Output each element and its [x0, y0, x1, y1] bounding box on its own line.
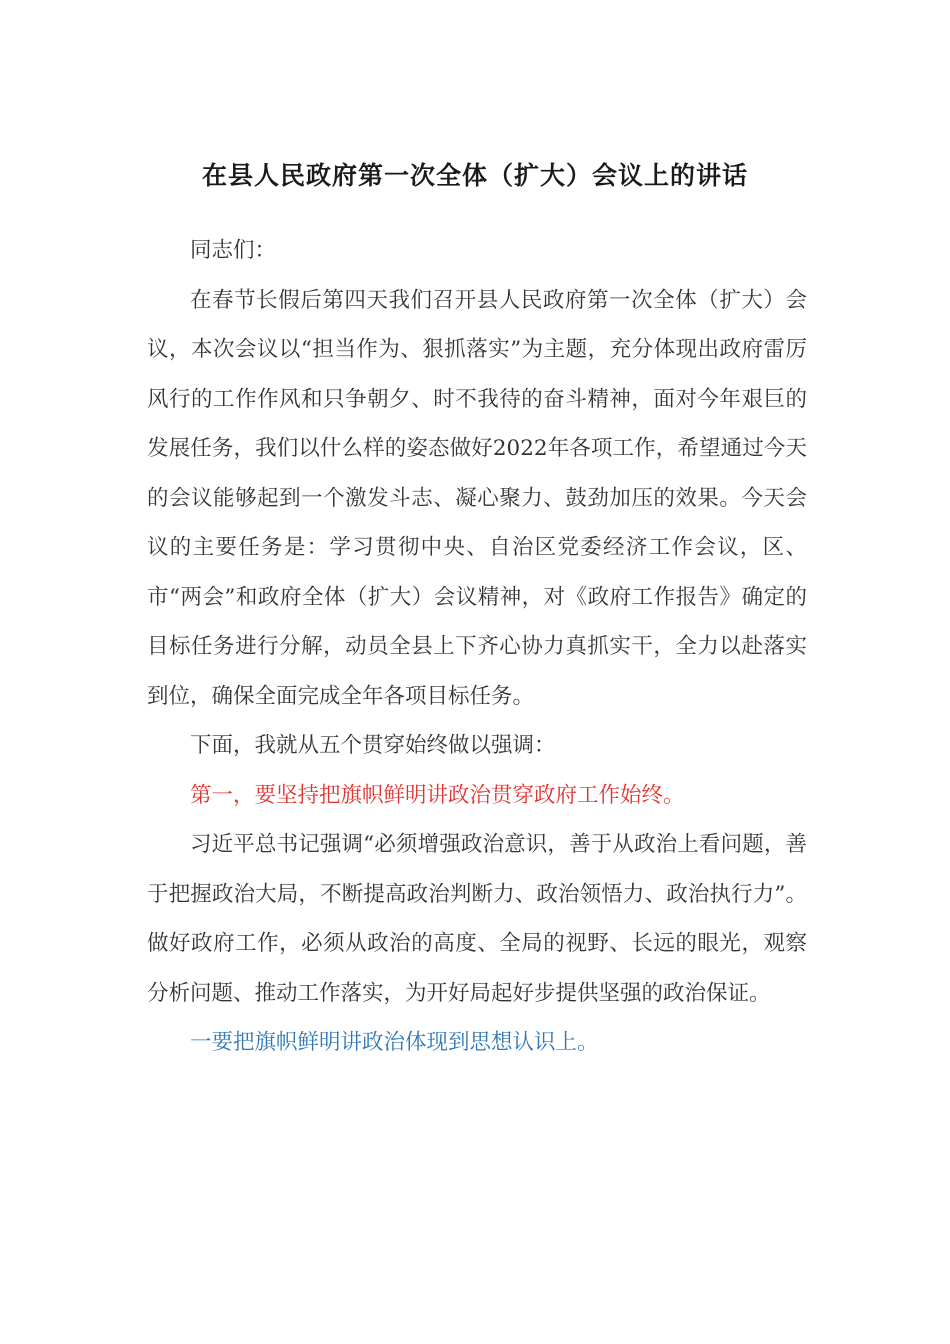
salutation-paragraph: 同志们： — [190, 238, 277, 263]
intro-paragraph: 在春节长假后第四天我们召开县人民政府第一次全体（扩大）会议，本次会议以“担当作为、狠抓落实”为主题，充分体现出政府雷厉风行的工作作风和只争朝夕、时不我待的奋斗精神，面对今年艰巨的发展任务，我们以什么样的姿态做好2022年各项工作，希望通过今天的会议能够起到一个激发斗志、凝心聚力、鼓劲加压的效果。今天会议的主要任务是：学习贯彻中央、自治区党委经济工作会议，区、市“两会”和政府全体（扩大）会议精神，对《政府工作报告》确定的目标任务进行分解，动员全县上下齐心协力真抓实干，全力以赴落实到位，确保全面完成全年各项目标任务。 — [147, 287, 807, 709]
section-body-paragraph: 习近平总书记强调“必须增强政治意识，善于从政治上看问题，善于把握政治大局，不断提高政治判断力、政治领悟力、政治执行力”。做好政府工作，必须从政治的高度、全局的视野、长远的眼光，观察分析问题、推动工作落实，为开好局起好步提供坚强的政治保证。 — [147, 832, 807, 1006]
subsection-heading-one: 一要把旗帜鲜明讲政治体现到思想认识上。 — [190, 1030, 599, 1055]
document-body — [147, 226, 807, 1068]
section-heading-first: 第一，要坚持把旗帜鲜明讲政治贯穿政府工作始终。 — [190, 782, 685, 808]
document-title: 在县人民政府第一次全体（扩大）会议上的讲话 — [201, 161, 748, 190]
transition-paragraph: 下面，我就从五个贯穿始终做以强调： — [190, 733, 556, 758]
